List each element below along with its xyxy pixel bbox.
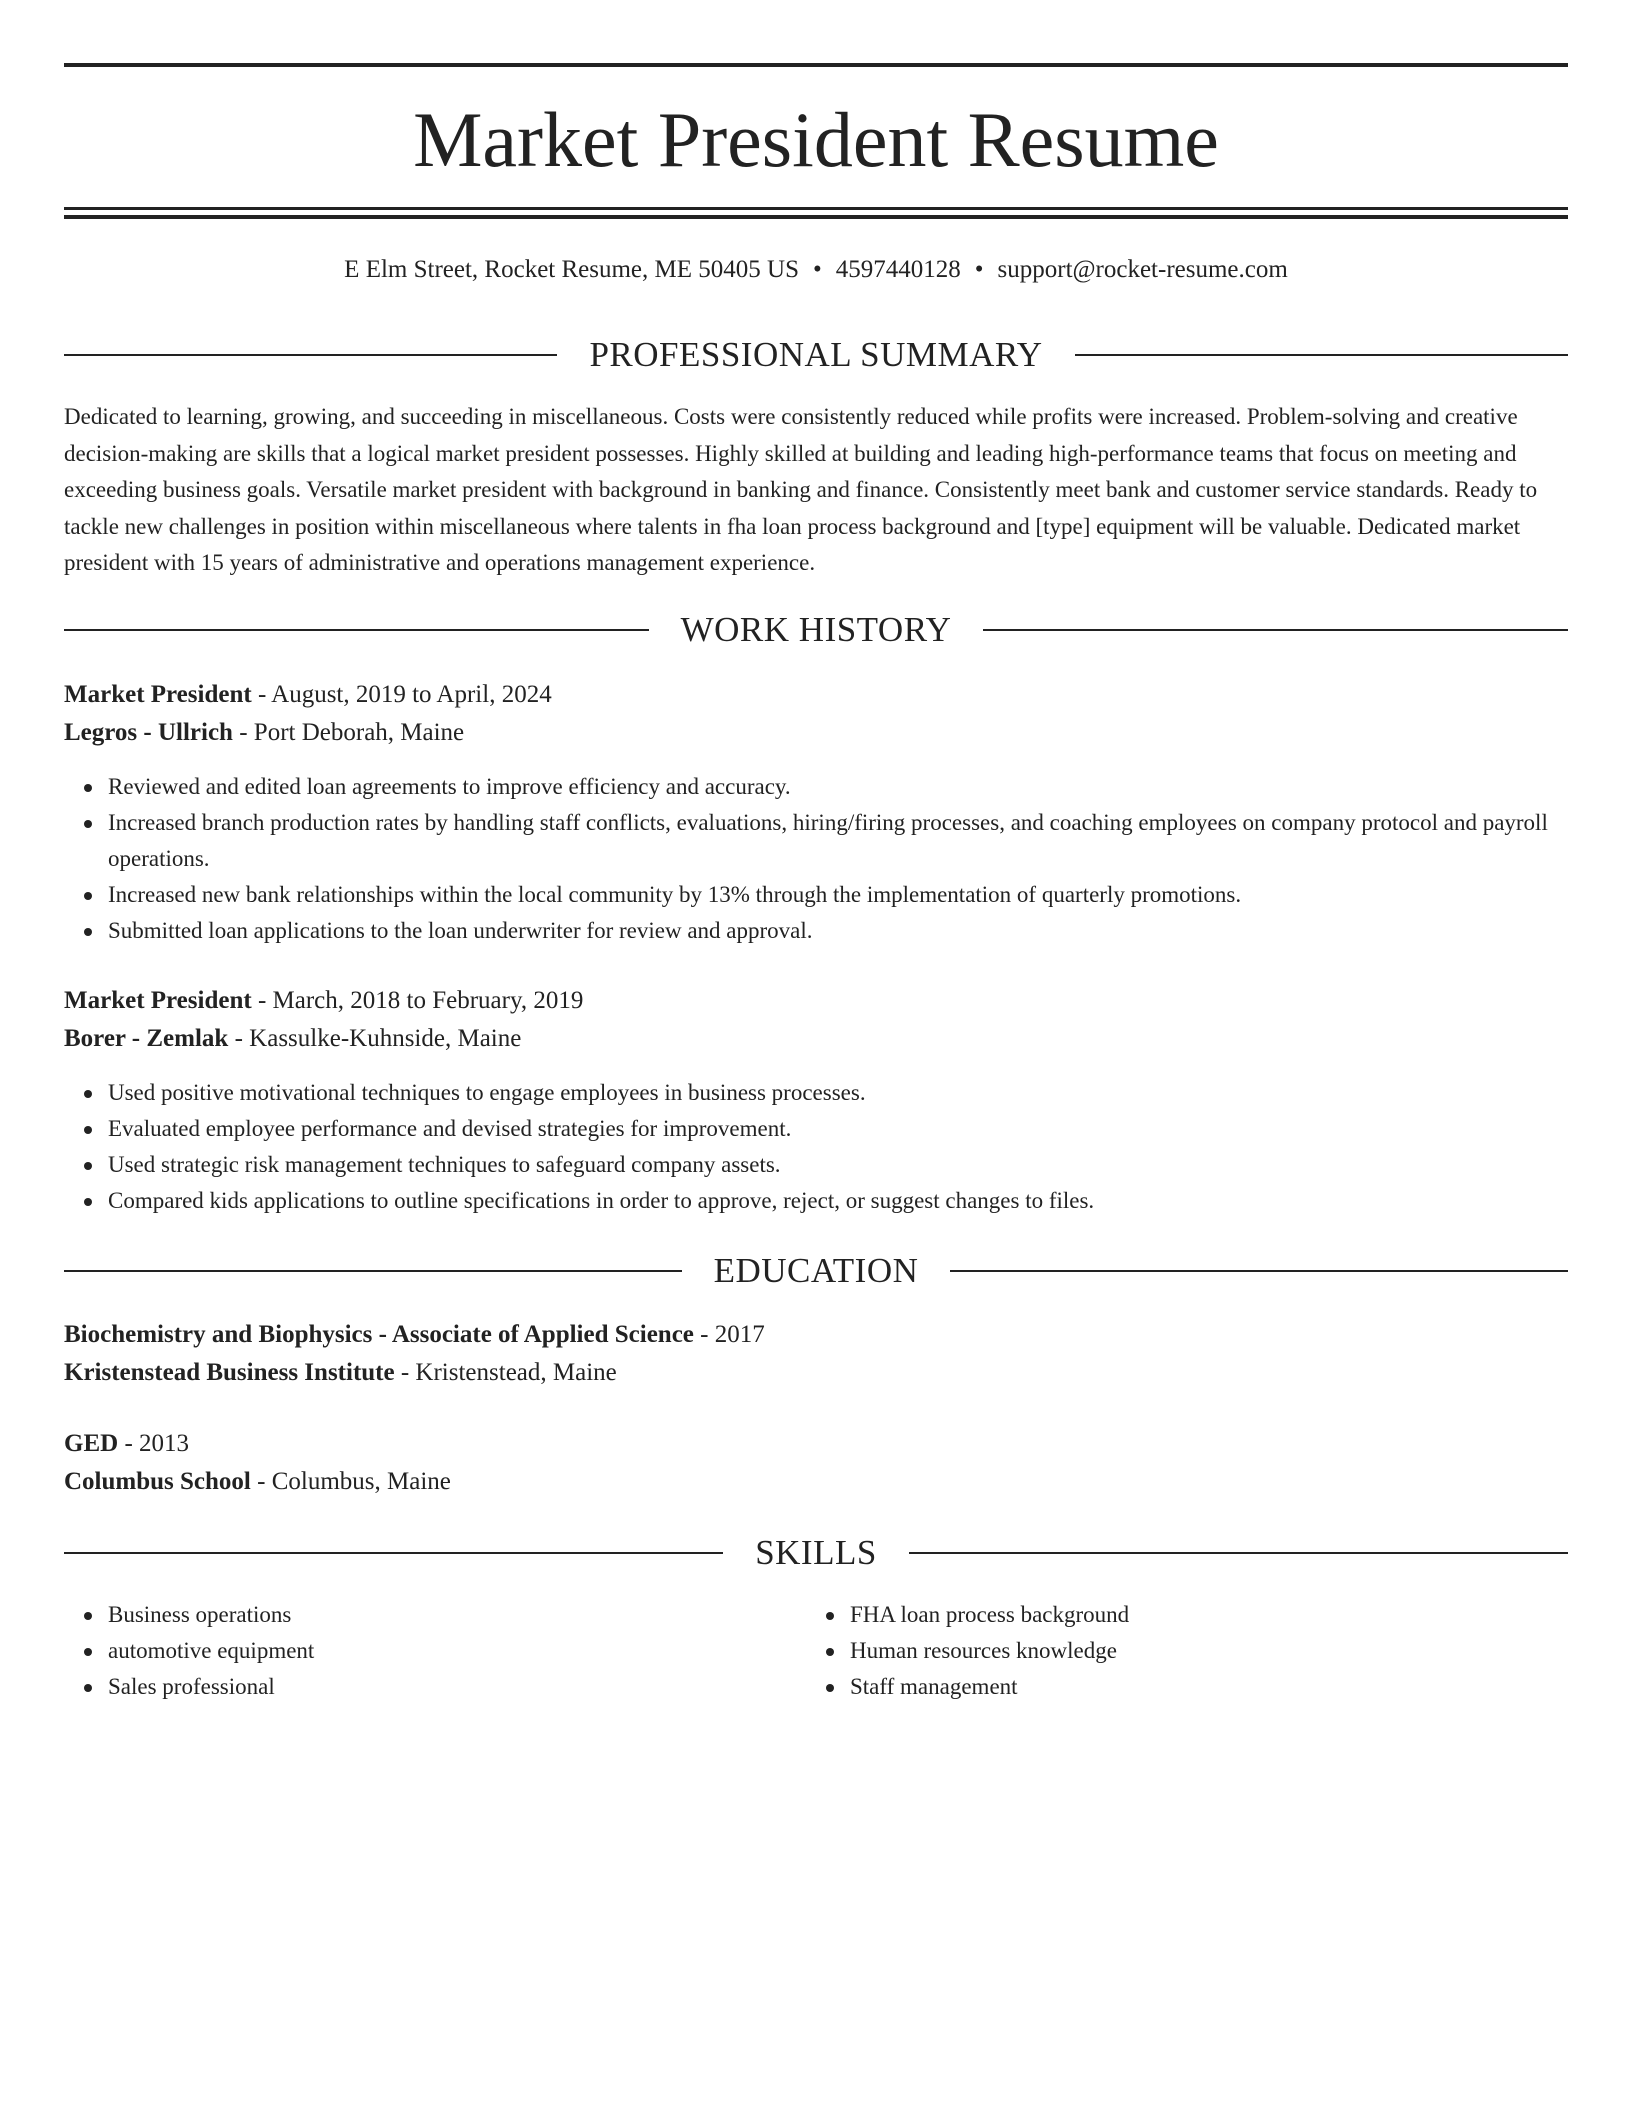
section-rule — [64, 629, 649, 631]
section-title: PROFESSIONAL SUMMARY — [589, 335, 1043, 374]
list-item: Evaluated employee performance and devised strategies for improvement. — [108, 1111, 1612, 1147]
skill-item: Human resources knowledge — [850, 1633, 1550, 1669]
education-school-line — [64, 1463, 1568, 1501]
education-school: Kristenstead Business Institute — [64, 1359, 395, 1386]
section-title: EDUCATION — [713, 1251, 919, 1290]
education-school-line — [64, 1354, 1568, 1392]
list-item: Used strategic risk management techniques to safeguard company assets. — [108, 1147, 1612, 1183]
contact-separator: • — [812, 256, 822, 283]
job-title-line — [64, 676, 1568, 714]
section-rule — [950, 1270, 1568, 1272]
job-entry — [64, 676, 1568, 752]
job-dates: - March, 2018 to February, 2019 — [251, 987, 584, 1014]
job-location: - Kassulke-Kuhnside, Maine — [228, 1025, 522, 1052]
list-item: Increased branch production rates by handling staff conflicts, evaluations, hiring/firing processes, and coaching employees on company protocol and payroll operations. — [108, 805, 1612, 877]
title-rule-lower — [64, 215, 1568, 219]
job-company-line — [64, 714, 1568, 752]
list-item: Used positive motivational techniques to engage employees in business processes. — [108, 1075, 1612, 1111]
job-location: - Port Deborah, Maine — [232, 719, 465, 746]
job-title: Market President — [64, 681, 252, 708]
section-title: WORK HISTORY — [680, 610, 952, 649]
section-rule — [983, 629, 1568, 631]
list-item: Compared kids applications to outline specifications in order to approve, reject, or suggest changes to files. — [108, 1183, 1612, 1219]
contact-line — [64, 254, 1568, 286]
section-rule — [909, 1552, 1568, 1554]
contact-address: E Elm Street, Rocket Resume, ME 50405 US — [344, 256, 799, 283]
skill-item: automotive equipment — [108, 1633, 808, 1669]
skill-item: Staff management — [850, 1669, 1550, 1705]
job-company: Borer - Zemlak — [64, 1025, 229, 1052]
section-header-work — [64, 608, 1568, 652]
education-location: - Kristenstead, Maine — [394, 1359, 617, 1386]
section-title: SKILLS — [755, 1533, 877, 1572]
skill-item: FHA loan process background — [850, 1597, 1550, 1633]
education-school: Columbus School — [64, 1468, 251, 1495]
education-degree-line — [64, 1316, 1568, 1354]
education-entry — [64, 1425, 1568, 1501]
education-entry — [64, 1316, 1568, 1392]
education-degree: Biochemistry and Biophysics - Associate of Applied Science — [64, 1321, 694, 1348]
title-rule-upper — [64, 207, 1568, 210]
job-title-line — [64, 982, 1568, 1020]
job-company: Legros - Ullrich — [64, 719, 233, 746]
summary-paragraph: Dedicated to learning, growing, and succeeding in miscellaneous. Costs were consistently reduced while profits were increased. Problem-solving and creative decision-making are skills that a logical market president possesses. Highly skilled at building and leading high-performance teams that focus on meeting and exceeding business goals. Versatile market president with background in banking and finance. Consistently meet bank and customer service standards. Ready to tackle new challenges in position within miscellaneous where talents in fha loan process background and [type] equipment will be valuable. Dedicated market president with 15 years of administrative and operations management experience. — [64, 404, 1538, 575]
contact-email: support@rocket-resume.com — [997, 256, 1288, 283]
contact-phone: 4597440128 — [835, 256, 961, 283]
skills-list-left — [64, 1597, 808, 1705]
job-company-line — [64, 1020, 1568, 1058]
top-rule — [64, 63, 1568, 67]
education-year: - 2013 — [118, 1430, 190, 1457]
contact-separator: • — [974, 256, 984, 283]
section-header-education — [64, 1249, 1568, 1293]
section-rule — [64, 354, 557, 356]
list-item: Increased new bank relationships within the local community by 13% through the implementation of quarterly promotions. — [108, 877, 1612, 913]
section-header-skills — [64, 1531, 1568, 1575]
job-bullets — [64, 1075, 1612, 1219]
job-title: Market President — [64, 987, 252, 1014]
list-item: Submitted loan applications to the loan underwriter for review and approval. — [108, 913, 1612, 949]
skill-item: Sales professional — [108, 1669, 808, 1705]
section-rule — [64, 1552, 723, 1554]
education-year: - 2017 — [693, 1321, 765, 1348]
section-rule — [1075, 354, 1568, 356]
job-dates: - August, 2019 to April, 2024 — [251, 681, 552, 708]
skills-list-right — [806, 1597, 1550, 1705]
resume-title: Market President Resume — [413, 96, 1219, 183]
education-degree: GED — [64, 1430, 119, 1457]
job-entry — [64, 982, 1568, 1058]
section-header-summary — [64, 333, 1568, 377]
education-location: - Columbus, Maine — [250, 1468, 451, 1495]
education-degree-line — [64, 1425, 1568, 1463]
skill-item: Business operations — [108, 1597, 808, 1633]
job-bullets — [64, 769, 1612, 949]
list-item: Reviewed and edited loan agreements to improve efficiency and accuracy. — [108, 769, 1612, 805]
section-rule — [64, 1270, 682, 1272]
